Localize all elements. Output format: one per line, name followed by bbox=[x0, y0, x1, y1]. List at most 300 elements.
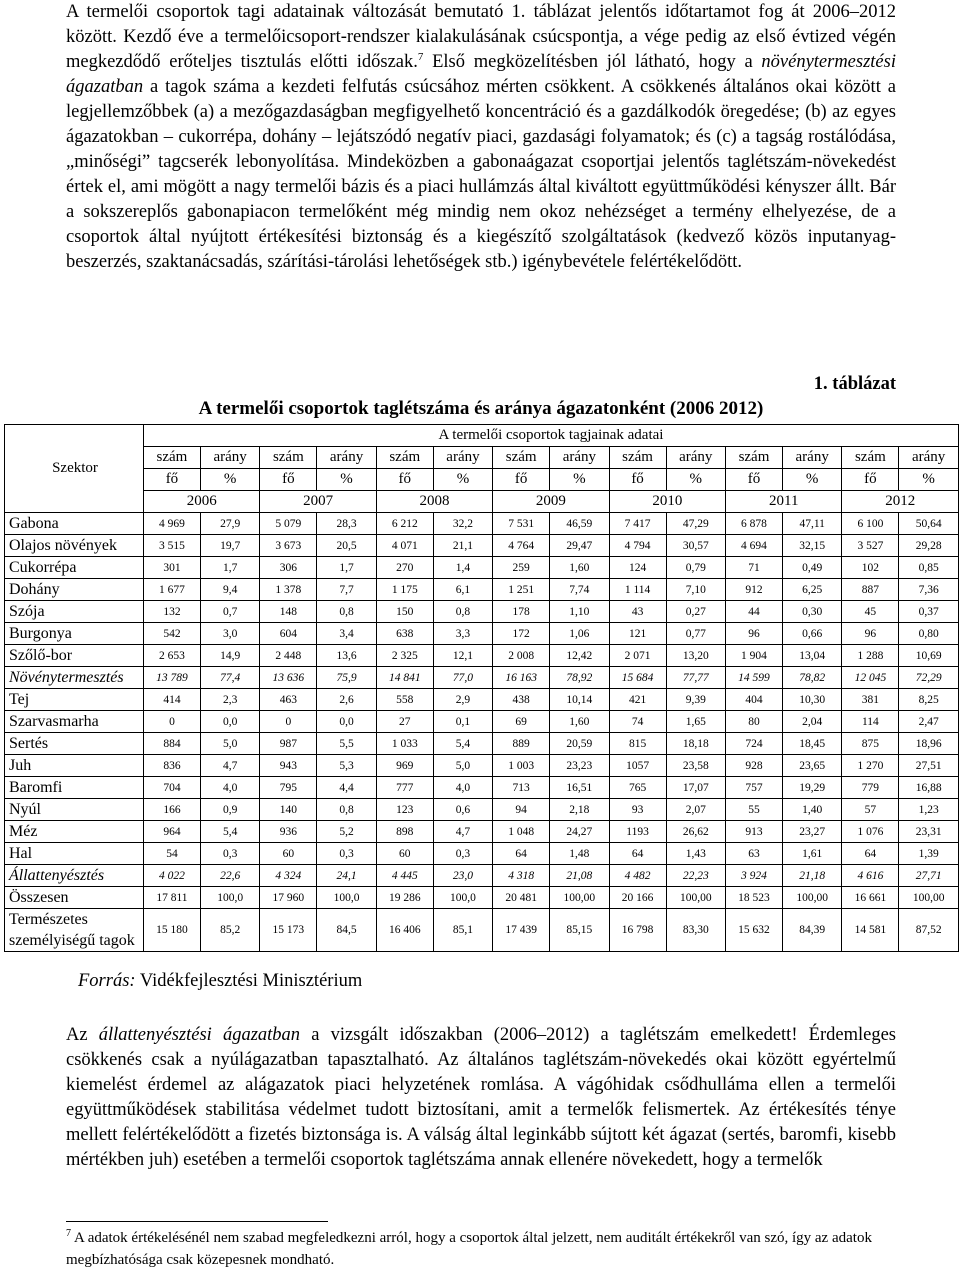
table-cell: 1,7 bbox=[200, 557, 260, 579]
table-cell: 936 bbox=[260, 821, 317, 843]
table-cell: 3,3 bbox=[433, 623, 493, 645]
table-cell: 13 789 bbox=[144, 667, 201, 689]
subheader-label: szám bbox=[260, 447, 317, 469]
table-cell: 10,69 bbox=[899, 645, 959, 667]
table-cell: 943 bbox=[260, 755, 317, 777]
livestock-text-1: Az bbox=[66, 1025, 99, 1045]
table-cell: 1 175 bbox=[376, 579, 433, 601]
table-cell: 2 008 bbox=[493, 645, 550, 667]
table-cell: 7 417 bbox=[609, 513, 666, 535]
table-cell: 604 bbox=[260, 623, 317, 645]
table-cell: 16,51 bbox=[550, 777, 610, 799]
table-cell: 5,5 bbox=[317, 733, 377, 755]
table-cell: 0,3 bbox=[317, 843, 377, 865]
table-header-row-3 bbox=[5, 469, 959, 491]
table-cell: 969 bbox=[376, 755, 433, 777]
table-row bbox=[5, 865, 959, 887]
table-cell: 80 bbox=[726, 711, 783, 733]
table-cell: 102 bbox=[842, 557, 899, 579]
table-cell: 414 bbox=[144, 689, 201, 711]
table-row bbox=[5, 535, 959, 557]
table-cell: 23,65 bbox=[782, 755, 842, 777]
table-cell: 16,88 bbox=[899, 777, 959, 799]
sector-name: Nyúl bbox=[5, 799, 144, 821]
table-cell: 777 bbox=[376, 777, 433, 799]
year-header: 2007 bbox=[260, 491, 376, 513]
table-cell: 1,10 bbox=[550, 601, 610, 623]
table-cell: 7,10 bbox=[666, 579, 726, 601]
table-cell: 1,06 bbox=[550, 623, 610, 645]
table-cell: 713 bbox=[493, 777, 550, 799]
table-cell: 6,25 bbox=[782, 579, 842, 601]
table-cell: 757 bbox=[726, 777, 783, 799]
intro-text-2: Első megközelítésben jól látható, hogy a bbox=[423, 52, 762, 72]
table-cell: 13,20 bbox=[666, 645, 726, 667]
table-cell: 19,29 bbox=[782, 777, 842, 799]
table-cell: 4 318 bbox=[493, 865, 550, 887]
table-cell: 57 bbox=[842, 799, 899, 821]
table-cell: 28,3 bbox=[317, 513, 377, 535]
table-cell: 836 bbox=[144, 755, 201, 777]
table-cell: 2,9 bbox=[433, 689, 493, 711]
table-cell: 64 bbox=[493, 843, 550, 865]
sector-name: Szőlő-bor bbox=[5, 645, 144, 667]
table-cell: 8,25 bbox=[899, 689, 959, 711]
table-cell: 5,0 bbox=[200, 733, 260, 755]
table-row bbox=[5, 909, 959, 952]
table-cell: 47,11 bbox=[782, 513, 842, 535]
subheader-label: arány bbox=[666, 447, 726, 469]
table-cell: 100,00 bbox=[899, 887, 959, 909]
table-cell: 1,65 bbox=[666, 711, 726, 733]
sector-name: Baromfi bbox=[5, 777, 144, 799]
table-cell: 6,1 bbox=[433, 579, 493, 601]
year-header: 2010 bbox=[609, 491, 725, 513]
table-cell: 23,31 bbox=[899, 821, 959, 843]
table-cell: 87,52 bbox=[899, 909, 959, 952]
table-cell: 18 523 bbox=[726, 887, 783, 909]
subheader-label: szám bbox=[842, 447, 899, 469]
table-cell: 85,2 bbox=[200, 909, 260, 952]
table-cell: 20,5 bbox=[317, 535, 377, 557]
table-cell: 0,80 bbox=[899, 623, 959, 645]
table-cell: 47,29 bbox=[666, 513, 726, 535]
table-cell: 1,23 bbox=[899, 799, 959, 821]
subheader-unit: fő bbox=[609, 469, 666, 491]
subheader-label: arány bbox=[899, 447, 959, 469]
table-cell: 83,30 bbox=[666, 909, 726, 952]
table-cell: 54 bbox=[144, 843, 201, 865]
table-cell: 60 bbox=[376, 843, 433, 865]
table-cell: 1 251 bbox=[493, 579, 550, 601]
table-cell: 55 bbox=[726, 799, 783, 821]
table-cell: 12,42 bbox=[550, 645, 610, 667]
footnote-reference[interactable]: 7 bbox=[417, 51, 424, 63]
table-cell: 100,00 bbox=[782, 887, 842, 909]
table-cell: 0,8 bbox=[317, 799, 377, 821]
table-cell: 542 bbox=[144, 623, 201, 645]
year-header: 2006 bbox=[144, 491, 260, 513]
table-cell: 4 969 bbox=[144, 513, 201, 535]
table-cell: 887 bbox=[842, 579, 899, 601]
table-cell: 178 bbox=[493, 601, 550, 623]
source-label: Forrás: bbox=[78, 971, 136, 991]
table-cell: 1193 bbox=[609, 821, 666, 843]
table-cell: 404 bbox=[726, 689, 783, 711]
table-row bbox=[5, 733, 959, 755]
table-cell: 100,00 bbox=[666, 887, 726, 909]
livestock-italic-term: állattenyésztési ágazatban bbox=[98, 1025, 301, 1045]
table-cell: 1,60 bbox=[550, 557, 610, 579]
table-caption: 1. táblázat bbox=[813, 374, 896, 394]
table-cell: 724 bbox=[726, 733, 783, 755]
table-title: A termelői csoportok taglétszáma és aránya ágazatonként (2006 2012) bbox=[198, 398, 764, 419]
table-cell: 2 448 bbox=[260, 645, 317, 667]
table-cell: 0,0 bbox=[200, 711, 260, 733]
table-cell: 4 794 bbox=[609, 535, 666, 557]
table-cell: 121 bbox=[609, 623, 666, 645]
sector-name: Növénytermesztés bbox=[5, 667, 144, 689]
table-cell: 77,4 bbox=[200, 667, 260, 689]
table-cell: 0,3 bbox=[433, 843, 493, 865]
table-header-row-1 bbox=[5, 425, 959, 447]
table-cell: 27 bbox=[376, 711, 433, 733]
subheader-unit: fő bbox=[144, 469, 201, 491]
table-cell: 6 878 bbox=[726, 513, 783, 535]
table-cell: 15 632 bbox=[726, 909, 783, 952]
table-cell: 2,18 bbox=[550, 799, 610, 821]
table-cell: 14,9 bbox=[200, 645, 260, 667]
table-cell: 270 bbox=[376, 557, 433, 579]
footnote-text: A adatok értékelésénél nem szabad megfeledkezni arról, hogy a csoportok által jelzett, nem auditált értékekről van szó, így az adatok megbízhatósága csak közepesnek mondható. bbox=[66, 1230, 872, 1268]
table-cell: 84,39 bbox=[782, 909, 842, 952]
subheader-label: arány bbox=[200, 447, 260, 469]
table-cell: 4 694 bbox=[726, 535, 783, 557]
table-cell: 64 bbox=[609, 843, 666, 865]
table-cell: 4,0 bbox=[200, 777, 260, 799]
table-cell: 795 bbox=[260, 777, 317, 799]
table-cell: 14 599 bbox=[726, 667, 783, 689]
table-cell: 259 bbox=[493, 557, 550, 579]
table-cell: 2 653 bbox=[144, 645, 201, 667]
table-cell: 74 bbox=[609, 711, 666, 733]
table-cell: 14 581 bbox=[842, 909, 899, 952]
subheader-label: arány bbox=[782, 447, 842, 469]
table-cell: 93 bbox=[609, 799, 666, 821]
year-header: 2011 bbox=[726, 491, 842, 513]
table-cell: 18,45 bbox=[782, 733, 842, 755]
table-cell: 0,30 bbox=[782, 601, 842, 623]
table-cell: 3 924 bbox=[726, 865, 783, 887]
footnote-divider bbox=[66, 1221, 328, 1222]
table-row bbox=[5, 513, 959, 535]
table-cell: 1 003 bbox=[493, 755, 550, 777]
table-cell: 27,9 bbox=[200, 513, 260, 535]
table-cell: 9,39 bbox=[666, 689, 726, 711]
table-cell: 0,3 bbox=[200, 843, 260, 865]
table-cell: 1 378 bbox=[260, 579, 317, 601]
table-cell: 21,1 bbox=[433, 535, 493, 557]
table-header-years bbox=[5, 491, 959, 513]
table-cell: 46,59 bbox=[550, 513, 610, 535]
subheader-unit: fő bbox=[493, 469, 550, 491]
table-cell: 100,00 bbox=[550, 887, 610, 909]
table-cell: 5,0 bbox=[433, 755, 493, 777]
table-cell: 19 286 bbox=[376, 887, 433, 909]
table-cell: 4,7 bbox=[200, 755, 260, 777]
table-cell: 1,4 bbox=[433, 557, 493, 579]
year-header: 2012 bbox=[842, 491, 959, 513]
table-row bbox=[5, 843, 959, 865]
table-cell: 85,1 bbox=[433, 909, 493, 952]
sector-name: Burgonya bbox=[5, 623, 144, 645]
intro-italic-term: növénytermesztési ágazatban bbox=[66, 52, 896, 97]
table-header-row-2 bbox=[5, 447, 959, 469]
table-cell: 0,27 bbox=[666, 601, 726, 623]
table-cell: 3,0 bbox=[200, 623, 260, 645]
table-cell: 438 bbox=[493, 689, 550, 711]
subheader-unit: % bbox=[666, 469, 726, 491]
table-cell: 0,79 bbox=[666, 557, 726, 579]
table-cell: 64 bbox=[842, 843, 899, 865]
table-cell: 0,85 bbox=[899, 557, 959, 579]
table-cell: 381 bbox=[842, 689, 899, 711]
table-cell: 1 904 bbox=[726, 645, 783, 667]
table-cell: 463 bbox=[260, 689, 317, 711]
table-cell: 150 bbox=[376, 601, 433, 623]
subheader-unit: fő bbox=[376, 469, 433, 491]
table-cell: 765 bbox=[609, 777, 666, 799]
table-cell: 17 960 bbox=[260, 887, 317, 909]
table-cell: 5,4 bbox=[433, 733, 493, 755]
sector-name: Összesen bbox=[5, 887, 144, 909]
sector-name: Természetes személyiségű tagok bbox=[5, 909, 144, 952]
table-cell: 85,15 bbox=[550, 909, 610, 952]
table-cell: 9,4 bbox=[200, 579, 260, 601]
table-cell: 4 445 bbox=[376, 865, 433, 887]
table-cell: 16 406 bbox=[376, 909, 433, 952]
table-cell: 94 bbox=[493, 799, 550, 821]
table-cell: 7,7 bbox=[317, 579, 377, 601]
table-cell: 4,7 bbox=[433, 821, 493, 843]
table-cell: 32,15 bbox=[782, 535, 842, 557]
table-cell: 1 270 bbox=[842, 755, 899, 777]
table-cell: 6 212 bbox=[376, 513, 433, 535]
table-cell: 5,3 bbox=[317, 755, 377, 777]
table-cell: 3,4 bbox=[317, 623, 377, 645]
table-cell: 889 bbox=[493, 733, 550, 755]
table-cell: 0,1 bbox=[433, 711, 493, 733]
table-cell: 77,77 bbox=[666, 667, 726, 689]
table-cell: 1 677 bbox=[144, 579, 201, 601]
table-cell: 2,3 bbox=[200, 689, 260, 711]
table-cell: 0,77 bbox=[666, 623, 726, 645]
livestock-paragraph bbox=[66, 1023, 896, 1173]
sector-name: Méz bbox=[5, 821, 144, 843]
table-cell: 1 114 bbox=[609, 579, 666, 601]
table-cell: 72,29 bbox=[899, 667, 959, 689]
subheader-unit: % bbox=[899, 469, 959, 491]
table-cell: 20 166 bbox=[609, 887, 666, 909]
table-cell: 12 045 bbox=[842, 667, 899, 689]
table-cell: 29,28 bbox=[899, 535, 959, 557]
table-row bbox=[5, 887, 959, 909]
table-cell: 928 bbox=[726, 755, 783, 777]
table-cell: 166 bbox=[144, 799, 201, 821]
table-row bbox=[5, 557, 959, 579]
table-row bbox=[5, 777, 959, 799]
table-cell: 898 bbox=[376, 821, 433, 843]
table-cell: 3 515 bbox=[144, 535, 201, 557]
table-cell: 0,66 bbox=[782, 623, 842, 645]
subheader-unit: % bbox=[317, 469, 377, 491]
membership-table bbox=[4, 424, 959, 952]
table-cell: 21,18 bbox=[782, 865, 842, 887]
table-cell: 1 033 bbox=[376, 733, 433, 755]
table-cell: 301 bbox=[144, 557, 201, 579]
table-cell: 16 163 bbox=[493, 667, 550, 689]
year-header: 2008 bbox=[376, 491, 492, 513]
table-cell: 69 bbox=[493, 711, 550, 733]
table-cell: 20,59 bbox=[550, 733, 610, 755]
table-cell: 19,7 bbox=[200, 535, 260, 557]
table-cell: 148 bbox=[260, 601, 317, 623]
table-cell: 4,0 bbox=[433, 777, 493, 799]
table-cell: 5,4 bbox=[200, 821, 260, 843]
table-cell: 30,57 bbox=[666, 535, 726, 557]
table-cell: 23,0 bbox=[433, 865, 493, 887]
table-cell: 0,49 bbox=[782, 557, 842, 579]
table-cell: 1,48 bbox=[550, 843, 610, 865]
table-cell: 20 481 bbox=[493, 887, 550, 909]
table-cell: 23,58 bbox=[666, 755, 726, 777]
table-cell: 13 636 bbox=[260, 667, 317, 689]
table-cell: 4 616 bbox=[842, 865, 899, 887]
table-cell: 16 798 bbox=[609, 909, 666, 952]
table-cell: 0 bbox=[144, 711, 201, 733]
source-text: Vidékfejlesztési Minisztérium bbox=[135, 971, 363, 991]
table-cell: 18,96 bbox=[899, 733, 959, 755]
table-cell: 7,36 bbox=[899, 579, 959, 601]
table-row bbox=[5, 667, 959, 689]
table-cell: 2 071 bbox=[609, 645, 666, 667]
subheader-label: szám bbox=[609, 447, 666, 469]
intro-paragraph bbox=[66, 0, 896, 275]
subheader-unit: fő bbox=[726, 469, 783, 491]
table-cell: 1,60 bbox=[550, 711, 610, 733]
table-cell: 4,4 bbox=[317, 777, 377, 799]
table-cell: 123 bbox=[376, 799, 433, 821]
table-cell: 100,0 bbox=[317, 887, 377, 909]
table-cell: 638 bbox=[376, 623, 433, 645]
table-cell: 421 bbox=[609, 689, 666, 711]
table-cell: 75,9 bbox=[317, 667, 377, 689]
table-cell: 1 076 bbox=[842, 821, 899, 843]
table-cell: 124 bbox=[609, 557, 666, 579]
subheader-label: szám bbox=[144, 447, 201, 469]
group-header: A termelői csoportok tagjainak adatai bbox=[144, 425, 959, 447]
subheader-label: szám bbox=[376, 447, 433, 469]
table-cell: 17 811 bbox=[144, 887, 201, 909]
table-row bbox=[5, 711, 959, 733]
table-cell: 704 bbox=[144, 777, 201, 799]
table-cell: 17 439 bbox=[493, 909, 550, 952]
table-cell: 17,07 bbox=[666, 777, 726, 799]
table-cell: 2,6 bbox=[317, 689, 377, 711]
table-cell: 24,27 bbox=[550, 821, 610, 843]
sector-header: Szektor bbox=[5, 425, 144, 513]
subheader-label: arány bbox=[433, 447, 493, 469]
sector-name: Dohány bbox=[5, 579, 144, 601]
table-cell: 0,8 bbox=[433, 601, 493, 623]
table-row bbox=[5, 689, 959, 711]
table-cell: 16 661 bbox=[842, 887, 899, 909]
table-cell: 13,6 bbox=[317, 645, 377, 667]
table-row bbox=[5, 623, 959, 645]
table-row bbox=[5, 601, 959, 623]
sector-name: Juh bbox=[5, 755, 144, 777]
table-cell: 0,9 bbox=[200, 799, 260, 821]
table-cell: 3 527 bbox=[842, 535, 899, 557]
table-cell: 140 bbox=[260, 799, 317, 821]
subheader-unit: fő bbox=[842, 469, 899, 491]
table-cell: 964 bbox=[144, 821, 201, 843]
table-cell: 71 bbox=[726, 557, 783, 579]
table-row bbox=[5, 799, 959, 821]
table-cell: 22,23 bbox=[666, 865, 726, 887]
subheader-unit: % bbox=[200, 469, 260, 491]
table-cell: 779 bbox=[842, 777, 899, 799]
table-cell: 558 bbox=[376, 689, 433, 711]
table-cell: 1,40 bbox=[782, 799, 842, 821]
table-cell: 875 bbox=[842, 733, 899, 755]
table-cell: 26,62 bbox=[666, 821, 726, 843]
table-cell: 1 288 bbox=[842, 645, 899, 667]
table-cell: 18,18 bbox=[666, 733, 726, 755]
table-cell: 0 bbox=[260, 711, 317, 733]
table-cell: 4 482 bbox=[609, 865, 666, 887]
table-cell: 15 180 bbox=[144, 909, 201, 952]
table-cell: 0,7 bbox=[200, 601, 260, 623]
table-cell: 13,04 bbox=[782, 645, 842, 667]
table-row bbox=[5, 645, 959, 667]
sector-name: Gabona bbox=[5, 513, 144, 535]
table-cell: 50,64 bbox=[899, 513, 959, 535]
table-cell: 0,37 bbox=[899, 601, 959, 623]
table-cell: 100,0 bbox=[433, 887, 493, 909]
sector-name: Olajos növények bbox=[5, 535, 144, 557]
table-cell: 2 325 bbox=[376, 645, 433, 667]
table-cell: 4 324 bbox=[260, 865, 317, 887]
subheader-unit: % bbox=[433, 469, 493, 491]
subheader-label: arány bbox=[550, 447, 610, 469]
table-cell: 32,2 bbox=[433, 513, 493, 535]
subheader-label: szám bbox=[726, 447, 783, 469]
year-header: 2009 bbox=[493, 491, 609, 513]
table-row bbox=[5, 755, 959, 777]
table-cell: 7 531 bbox=[493, 513, 550, 535]
livestock-text-2: a vizsgált időszakban (2006–2012) a taglétszám emelkedett! Érdemleges csökkenés csak a nyúlágazatban tapasztalható. Az általános taglétszám-növekedés okai között egyértelmű kiemelést érdemel az alágazatok piaci helyzetének romlása. A vágóhidak csődhulláma ellen a termelői együttműködések stabilitása védelmet tudott biztosítani, amit a termelők felismertek. Az értékesítés ténye mellett felértékelődött a fizetés biztonsága is. A válság által leginkább sújtott két ágazat (sertés, baromfi, kisebb mértékben juh) esetében a termelői csoportok taglétszáma annak ellenére növekedett, hogy a termelők bbox=[66, 1025, 896, 1170]
footnote-number: 7 bbox=[66, 1228, 71, 1239]
table-cell: 0,6 bbox=[433, 799, 493, 821]
table-cell: 4 764 bbox=[493, 535, 550, 557]
sector-name: Sertés bbox=[5, 733, 144, 755]
table-source bbox=[78, 971, 362, 992]
table-cell: 913 bbox=[726, 821, 783, 843]
table-cell: 0,0 bbox=[317, 711, 377, 733]
table-cell: 7,74 bbox=[550, 579, 610, 601]
table-cell: 12,1 bbox=[433, 645, 493, 667]
